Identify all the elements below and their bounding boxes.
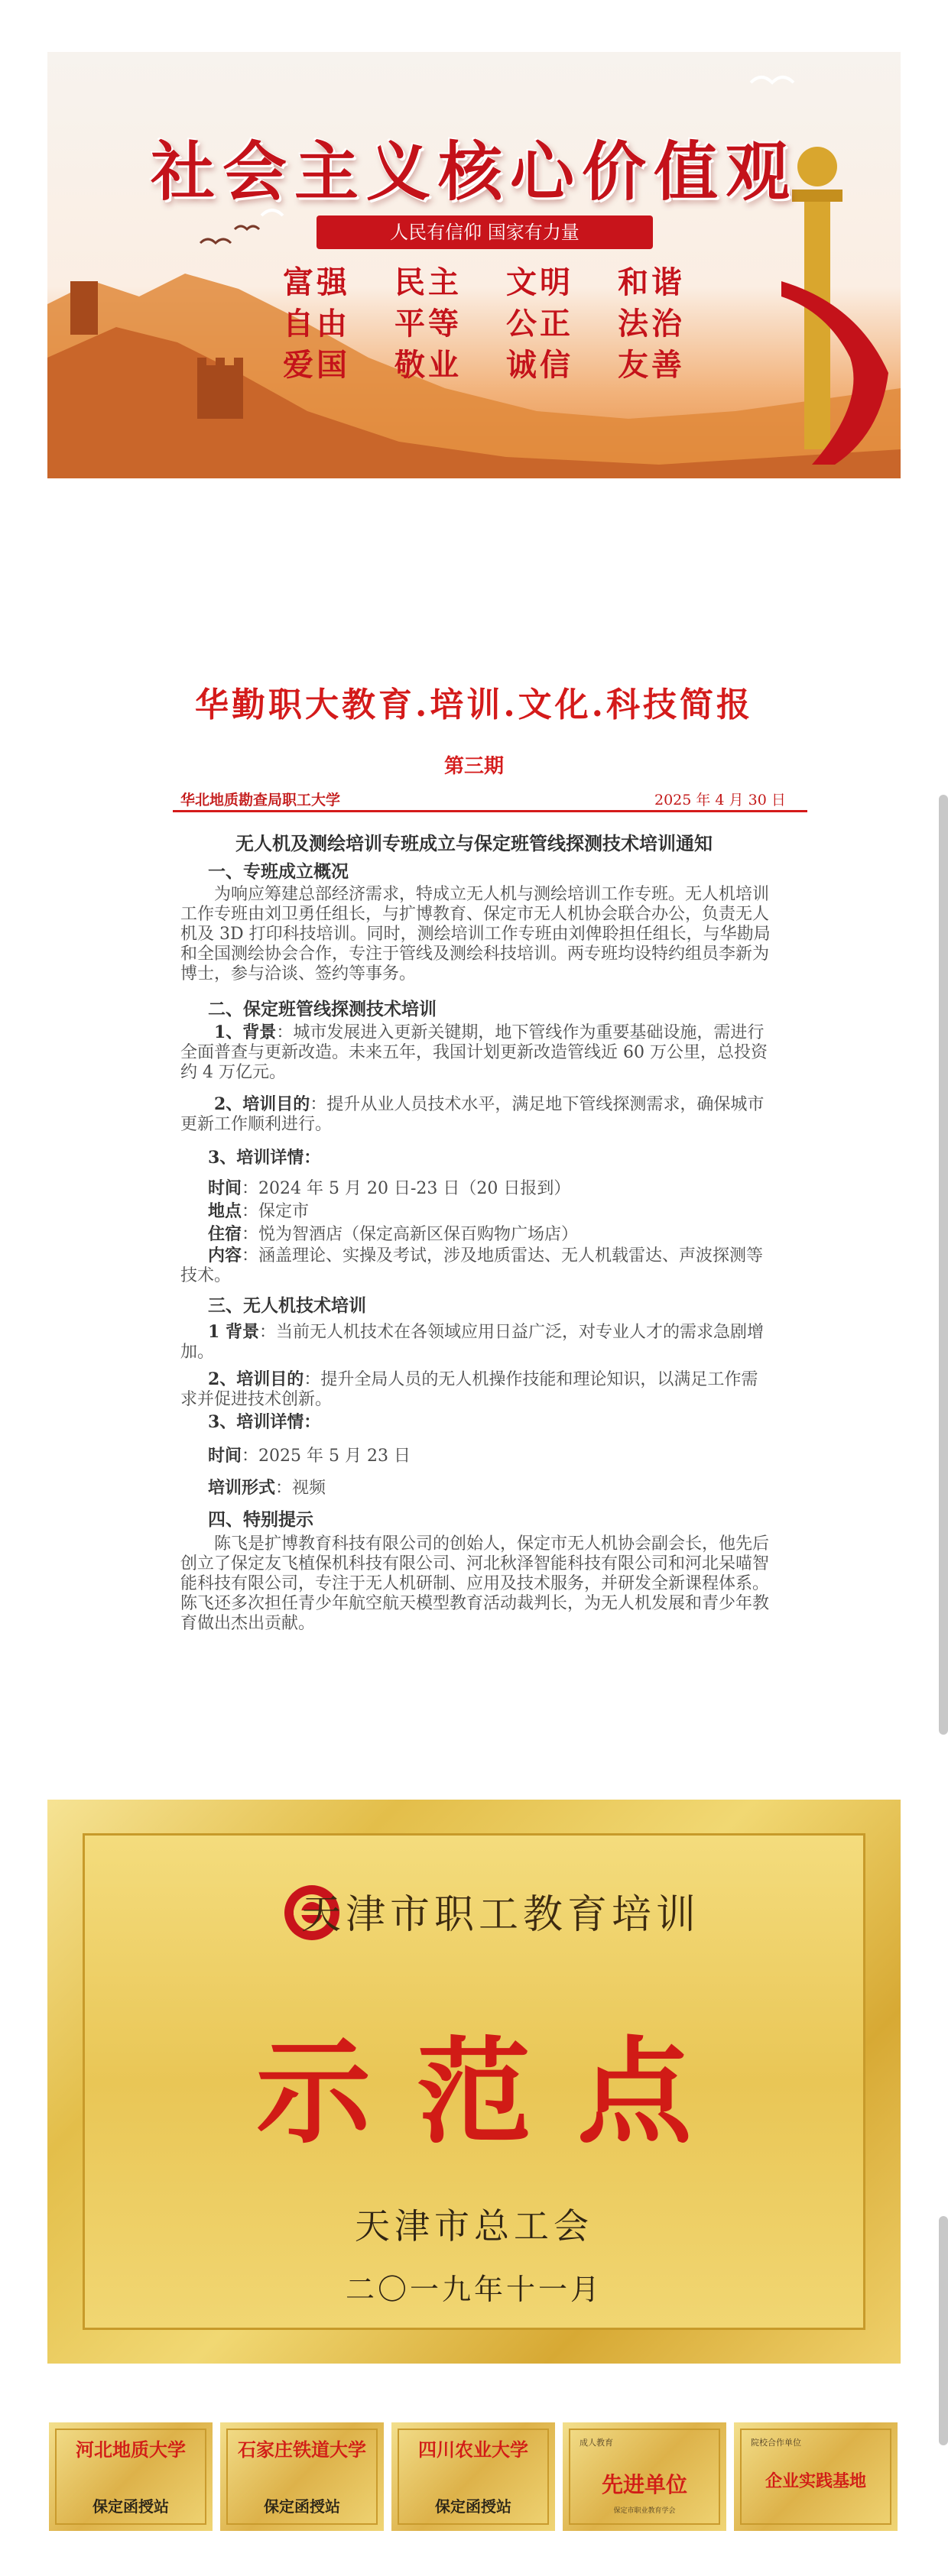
banner-background-art xyxy=(47,52,901,478)
detail-line xyxy=(208,1178,800,1199)
award-title: 河北地质大学 xyxy=(76,2439,186,2461)
item-label: 3、培训详情： xyxy=(208,1148,321,1168)
value-item: 法治 xyxy=(618,306,685,342)
award-plaque xyxy=(563,2422,726,2531)
award-title: 先进单位 xyxy=(601,2472,687,2497)
item-text: ：涵盖理论、实操及考试，涉及地质雷达、无人机载雷达、声波探测等技术。 xyxy=(180,1246,764,1285)
section-paragraph xyxy=(180,1022,773,1083)
item-text: ：2025 年 5 月 23 日 xyxy=(242,1447,411,1466)
value-item: 友善 xyxy=(618,348,685,383)
bulletin-title: 华勤职大教育.培训.文化.科技简报 xyxy=(195,685,753,724)
plaque-date: 二〇一九年十一月 xyxy=(345,2273,602,2306)
section-paragraph xyxy=(208,1412,800,1433)
section-heading: 二、保定班管线探测技术培训 xyxy=(208,999,437,1019)
core-values-banner xyxy=(47,52,901,478)
value-item: 富强 xyxy=(283,265,350,300)
award-tag: 院校合作单位 xyxy=(751,2438,801,2448)
value-item: 和谐 xyxy=(618,265,685,300)
section-paragraph xyxy=(180,1094,773,1135)
item-label: 地点 xyxy=(208,1201,242,1221)
award-title: 企业实践基地 xyxy=(765,2472,866,2491)
page-scrollbar-lower[interactable] xyxy=(939,2216,948,2445)
item-label: 2、培训目的 xyxy=(208,1369,304,1389)
item-label: 内容 xyxy=(208,1246,242,1265)
award-plaque xyxy=(220,2422,384,2531)
item-label: 1、背景 xyxy=(214,1022,277,1042)
award-footer: 保定市职业教育学会 xyxy=(613,2507,676,2515)
bulletin-org: 华北地质勘查局职工大学 xyxy=(180,792,341,808)
section-paragraph: 为响应筹建总部经济需求，特成立无人机与测绘培训工作专班。无人机培训工作专班由刘卫勇任组长，与扩博教育、保定市无人机协会联合办公，负责无人机及 3D 打印科技培训。同时，测绘培训工作专班由刘俾聆担任组长，与华勘局和全国测绘协会合作，专注于管线及测绘科技培训。两专班均设特约组员李新为博士，参与洽谈、签约等事务。 xyxy=(180,885,771,983)
detail-line xyxy=(208,1224,800,1245)
item-text: ：当前无人机技术在各领域应用日益广泛，对专业人才的需求急剧增加。 xyxy=(180,1323,764,1362)
section-paragraph: 陈飞是扩博教育科技有限公司的创始人，保定市无人机协会副会长，他先后创立了保定友飞植保机科技有限公司、河北秋泽智能科技有限公司和河北呆喵智能科技有限公司，专注于无人机研制、应用及技术服务，并研发全新课程体系。陈飞还多次担任青少年航空航天模型教育活动裁判长，为无人机发展和青少年教育做出杰出贡献。 xyxy=(180,1534,770,1633)
section-heading: 四、特别提示 xyxy=(208,1509,313,1530)
value-item: 文明 xyxy=(506,265,573,300)
item-text: ：视频 xyxy=(275,1479,326,1498)
award-title: 石家庄铁道大学 xyxy=(238,2439,366,2461)
award-subtitle: 保定函授站 xyxy=(93,2497,169,2516)
section-paragraph xyxy=(180,1369,773,1410)
award-plaque xyxy=(391,2422,555,2531)
item-label: 2、培训目的 xyxy=(214,1094,310,1114)
value-item: 公正 xyxy=(506,306,573,342)
detail-line xyxy=(208,1478,800,1499)
item-text: ：提升从业人员技术水平，满足地下管线探测需求，确保城市更新工作顺利进行。 xyxy=(180,1095,765,1134)
detail-line xyxy=(180,1246,773,1286)
section-heading: 三、无人机技术培训 xyxy=(208,1295,366,1316)
page-scrollbar[interactable] xyxy=(939,795,948,1735)
item-text: ：城市发展进入更新关键期，地下管线作为重要基础设施，需进行全面普查与更新改造。未来五年，我国计划更新改造管线近 60 万公里，总投资约 4 万亿元。 xyxy=(180,1023,768,1082)
item-label: 时间 xyxy=(208,1446,242,1466)
award-plaque xyxy=(734,2422,898,2531)
item-label: 3、培训详情： xyxy=(208,1412,321,1432)
item-label: 住宿 xyxy=(208,1224,242,1244)
banner-title: 社会主义核心价值观 xyxy=(150,134,797,209)
item-text: ：悦为智酒店（保定高新区保百购物广场店） xyxy=(242,1225,579,1244)
award-subtitle: 保定函授站 xyxy=(264,2497,340,2516)
plaque-org: 天津市职工教育培训 xyxy=(300,1892,700,1938)
section-heading: 一、专班成立概况 xyxy=(208,861,349,882)
item-label: 1 背景 xyxy=(208,1322,259,1342)
section-paragraph xyxy=(208,1148,800,1168)
bulletin-document xyxy=(0,657,948,1658)
value-item: 平等 xyxy=(394,306,462,342)
honor-plaque xyxy=(47,1800,901,2364)
header-divider xyxy=(173,810,807,812)
plaque-main-title: 示范点 xyxy=(255,2025,738,2160)
detail-line xyxy=(208,1446,800,1466)
item-label: 时间 xyxy=(208,1178,242,1198)
item-text: ：保定市 xyxy=(242,1202,310,1221)
award-plaque xyxy=(49,2422,213,2531)
award-subtitle: 保定函授站 xyxy=(435,2497,511,2516)
bulletin-date: 2025 年 4 月 30 日 xyxy=(654,792,786,808)
item-label: 培训形式 xyxy=(208,1478,276,1498)
value-item: 自由 xyxy=(283,306,350,342)
bulletin-issue: 第三期 xyxy=(443,755,504,778)
item-text: ：2024 年 5 月 20 日-23 日（20 日报到） xyxy=(242,1179,571,1198)
section-paragraph xyxy=(180,1322,773,1363)
award-title: 四川农业大学 xyxy=(418,2439,528,2461)
value-item: 民主 xyxy=(394,265,462,300)
detail-line xyxy=(208,1201,800,1222)
award-tag: 成人教育 xyxy=(580,2438,613,2448)
value-item: 敬业 xyxy=(394,348,462,383)
value-item: 爱国 xyxy=(283,348,350,383)
notice-heading: 无人机及测绘培训专班成立与保定班管线探测技术培训通知 xyxy=(235,832,713,854)
banner-slogan: 人民有信仰 国家有力量 xyxy=(317,215,653,249)
value-item: 诚信 xyxy=(506,348,573,383)
plaque-issuer: 天津市总工会 xyxy=(355,2205,593,2247)
item-text: ：提升全局人员的无人机操作技能和理论知识，以满足工作需求并促进技术创新。 xyxy=(180,1370,758,1409)
